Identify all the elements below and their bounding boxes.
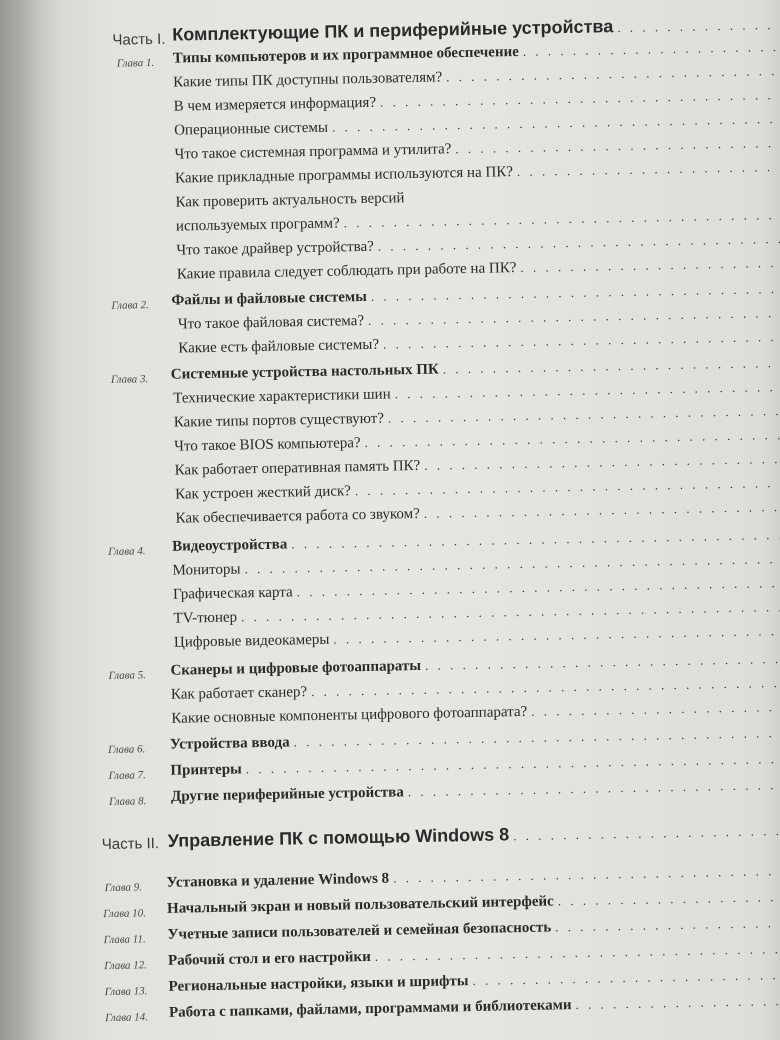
chapter-label: Глава 13. (104, 985, 148, 999)
chapter-label: Глава 9. (104, 881, 143, 895)
chapter-label: Глава 3. (110, 373, 149, 386)
section-title: Какие основные компоненты цифрового фотоаппарата? (171, 703, 528, 727)
toc-entry (168, 818, 780, 851)
chapter-label: Глава 11. (103, 933, 146, 947)
section-title: Что такое системная программа и утилита? (174, 141, 452, 163)
section-title: Как устроен жесткий диск? (174, 483, 352, 503)
section-title: Технические характеристики шин (173, 386, 391, 407)
chapter-label: Глава 14. (105, 1011, 149, 1025)
dot-leader (513, 822, 780, 844)
part-label: Часть II. (101, 835, 160, 854)
section-title: Как работает оперативная память ПК? (174, 457, 421, 479)
dot-leader (575, 992, 780, 1013)
toc-entry (166, 862, 780, 891)
section-title: Мониторы (172, 561, 241, 579)
chapter-title: Учетные записи пользователей и семейная безопасность (167, 919, 552, 943)
chapter-label: Глава 8. (108, 795, 147, 808)
section-title: Графическая карта (172, 584, 293, 603)
part-title: Управление ПК с помощью Windows 8 (167, 824, 510, 851)
dot-leader (558, 888, 780, 909)
chapter-title: Файлы и файловые системы (171, 288, 368, 309)
chapter-label: Глава 1. (116, 56, 155, 70)
chapter-title: Принтеры (170, 761, 242, 779)
dot-leader (393, 862, 780, 886)
chapter-title: Устройства ввода (169, 734, 290, 753)
chapter-label: Глава 5. (108, 669, 147, 682)
chapter-title: Региональные настройки, языки и шрифты (168, 973, 469, 995)
chapter-label: Глава 4. (108, 545, 146, 558)
section-title: Какие есть файловые системы? (178, 336, 380, 357)
chapter-title: Системные устройства настольных ПК (170, 361, 439, 383)
chapter-title: Другие периферийные устройства (170, 784, 404, 805)
chapter-title: Видеоустройства (171, 536, 288, 555)
section-title: Какие правила следует соблюдать при работе на ПК? (176, 260, 517, 283)
section-title: используемых программ? (175, 215, 340, 235)
section-title: Какие прикладные программы используются на ПК? (174, 164, 514, 187)
section-title: Что такое файловая система? (177, 312, 365, 333)
chapter-title: Типы компьютеров и их программное обеспечение (172, 43, 519, 67)
part-row (16, 818, 780, 857)
chapter-label: Глава 10. (103, 907, 147, 921)
chapter-title: Начальный экран и новый пользовательский интерфейс (166, 893, 554, 917)
section-title: Как работает сканер? (170, 684, 308, 703)
chapter-title: Рабочий стол и его настройки (167, 948, 371, 969)
section-title: Как обеспечивается работа со звуком? (175, 505, 420, 527)
section-title: Какие типы ПК доступны пользователям? (173, 69, 443, 91)
section-title: Какие типы портов существуют? (173, 410, 385, 431)
chapter-title: Работа с папками, файлами, программами и библиотеками (168, 997, 572, 1021)
section-title: Цифровые видеокамеры (173, 631, 330, 651)
chapter-label: Глава 12. (104, 959, 148, 973)
part-title: Комплектующие ПК и периферийные устройства (172, 16, 614, 45)
section-title: В чем измеряется информация? (173, 94, 377, 115)
section-title: TV-тюнер (173, 609, 238, 627)
chapter-label: Глава 6. (107, 743, 146, 756)
dot-leader (555, 914, 780, 935)
chapter-label: Глава 7. (108, 769, 146, 782)
section-title: Как проверить актуальность версий (175, 190, 405, 211)
section-title: Что такое BIOS компьютера? (174, 435, 361, 455)
dot-leader (523, 39, 780, 60)
chapter-title: Установка и удаление Windows 8 (166, 870, 390, 891)
part-label: Часть I. (112, 30, 166, 49)
dot-leader (425, 650, 780, 673)
section-title: Операционные системы (173, 119, 329, 139)
dot-leader (617, 17, 780, 37)
chapter-label: Глава 2. (111, 299, 149, 312)
section-title: Что такое драйвер устройства? (176, 238, 374, 259)
chapter-title: Сканеры и цифровые фотоаппараты (170, 657, 422, 679)
